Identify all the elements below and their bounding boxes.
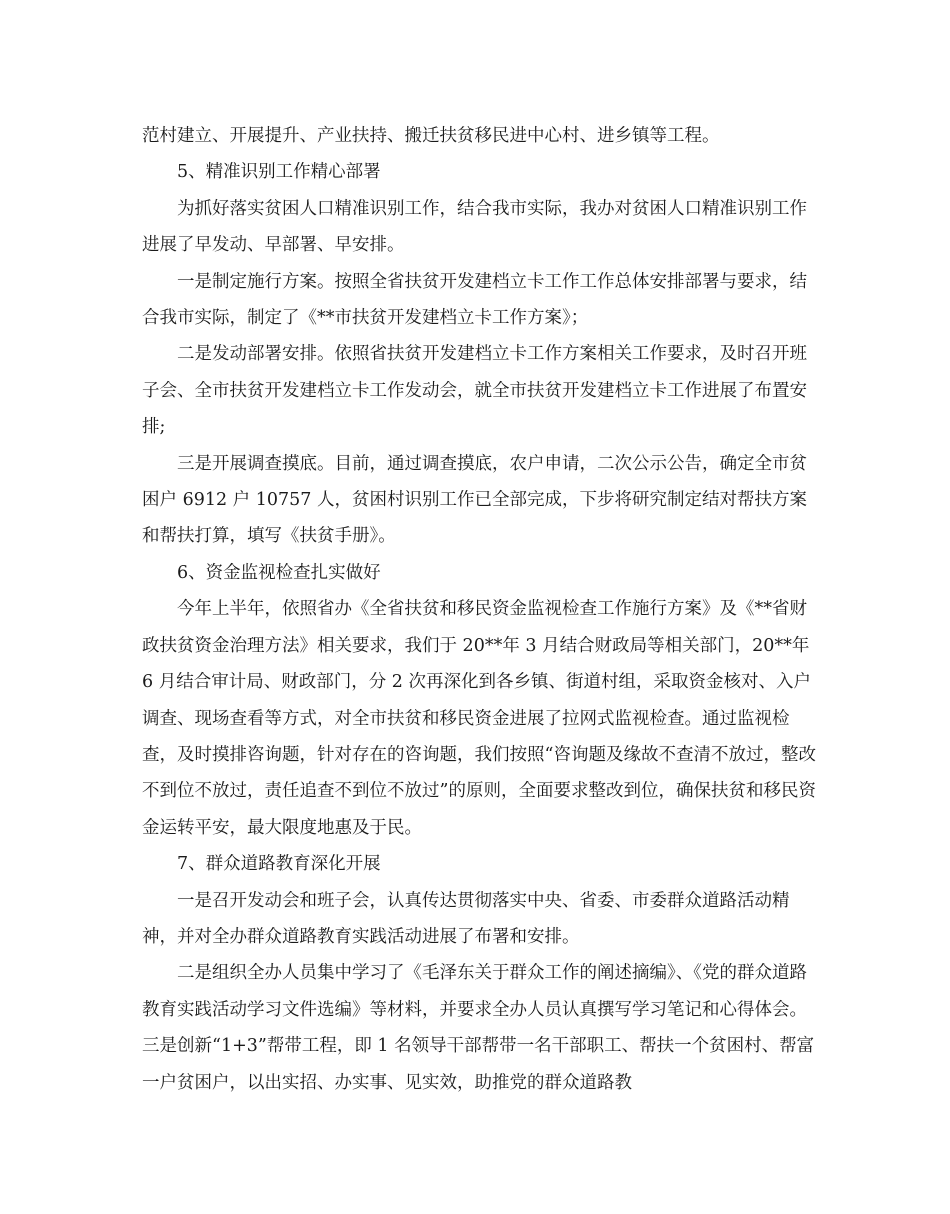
paragraph: 三是开展调查摸底。目前，通过调查摸底，农户申请，二次公示公告，确定全市贫困户 6912 户 10757 人，贫困村识别工作已全部完成，下步将研究制定结对帮扶方案和帮扶打算，填写《扶贫手册》。 <box>142 453 807 547</box>
paragraph: 二是发动部署安排。依照省扶贫开发建档立卡工作方案相关工作要求，及时召开班子会、全市扶贫开发建档立卡工作发动会，就全市扶贫开发建档立卡工作进展了布置安排; <box>142 344 807 438</box>
section-heading-6: 6、资金监视检查扎实做好 <box>177 562 381 583</box>
paragraph-continuation: 范村建立、开展提升、产业扶持、搬迁扶贫移民进中心村、进乡镇等工程。 <box>142 126 720 146</box>
paragraph: 一是召开发动会和班子会，认真传达贯彻落实中央、省委、市委群众道路活动精神，并对全办群众道路教育实践活动进展了布署和安排。 <box>142 890 790 947</box>
section-heading-5: 5、精准识别工作精心部署 <box>177 162 381 183</box>
paragraph: 二是组织全办人员集中学习了《毛泽东关于群众工作的阐述摘编》、《党的群众道路教育实践活动学习文件选编》等材料，并要求全办人员认真撰写学习笔记和心得体会。三是创新“1+3”帮带工程，即 1 名领导干部帮带一名干部职工、帮扶一个贫困村、帮富一户贫困户，以出实招、办实事、见实效，助推党的群众道路教 <box>142 963 815 1093</box>
paragraph: 为抓好落实贫困人口精准识别工作，结合我市实际，我办对贫困人口精准识别工作进展了早发动、早部署、早安排。 <box>142 198 807 256</box>
document-body <box>142 118 822 1101</box>
section-heading-7: 7、群众道路教育深化开展 <box>177 854 381 875</box>
paragraph: 一是制定施行方案。按照全省扶贫开发建档立卡工作工作总体安排部署与要求，结合我市实际，制定了《**市扶贫开发建档立卡工作方案》； <box>142 271 807 329</box>
paragraph: 今年上半年，依照省办《全省扶贫和移民资金监视检查工作施行方案》及《**省财政扶贫资金治理方法》相关要求，我们于 20**年 3 月结合财政局等相关部门，20**年 6 月结合审计局、财政部门，分 2 次再深化到各乡镇、街道村组，采取资金核对、入户调查、现场查看等方式，对全市扶贫和移民资金进展了拉网式监视检查。通过监视检查，及时摸排咨询题，针对存在的咨询题，我们按照“咨询题及缘故不查清不放过，整改不到位不放过，责任追查不到位不放过”的原则，全面要求整改到位，确保扶贫和移民资金运转平安，最大限度地惠及于民。 <box>142 599 816 838</box>
